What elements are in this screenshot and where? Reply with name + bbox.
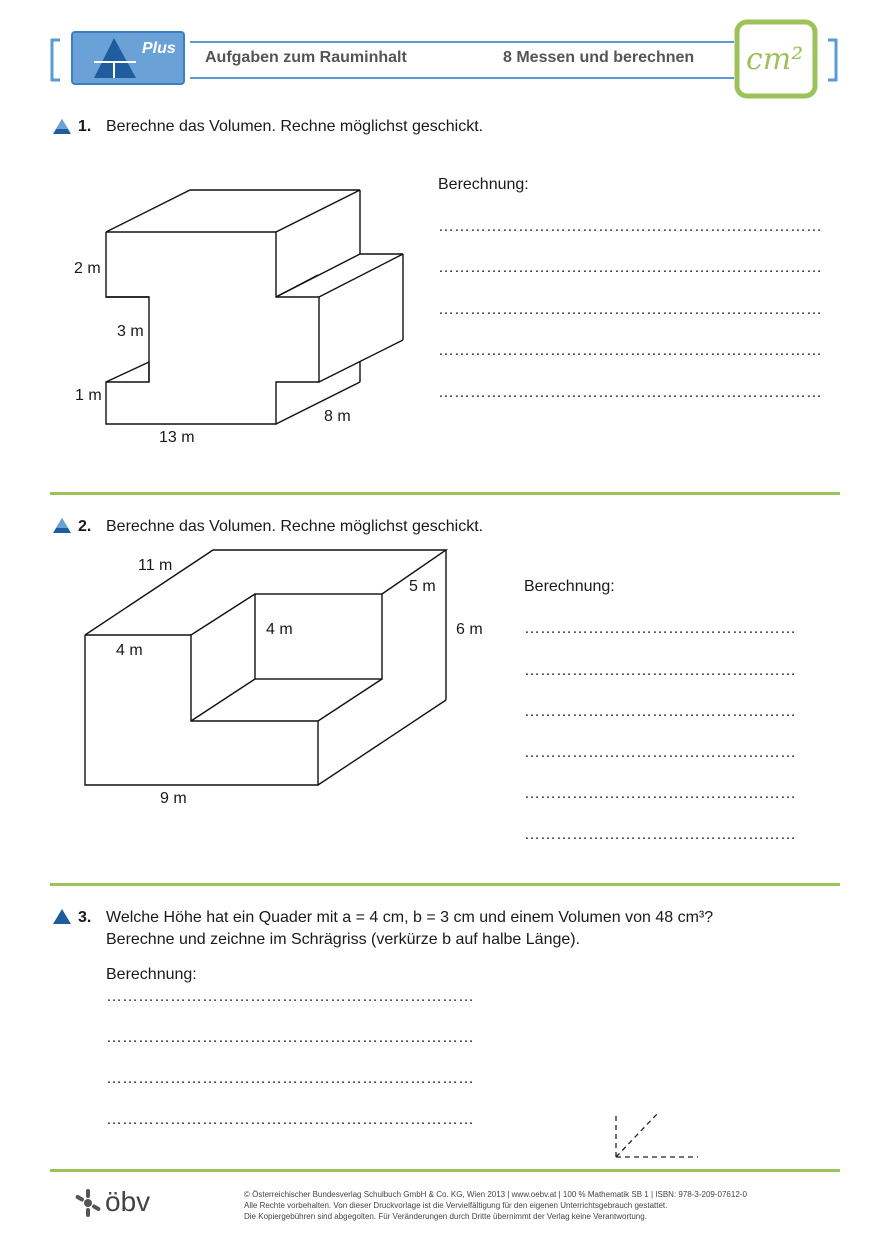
task3-answer-line[interactable]: …………………………………………………………… bbox=[106, 1111, 474, 1128]
task1-number: 1. bbox=[78, 118, 92, 135]
task2-figure bbox=[0, 0, 460, 800]
task2-answer-line[interactable]: …………………………………………… bbox=[524, 703, 796, 720]
task2-dim-left: 4 m bbox=[116, 642, 143, 659]
task1-calc-label: Berechnung: bbox=[438, 176, 529, 193]
footer-disclaimer: Die Kopiergebühren sind abgegolten. Für Veränderungen durch Dritte übernimmt der Verlag keine Verantwortung. bbox=[244, 1212, 647, 1221]
footer-rights: Alle Rechte vorbehalten. Von dieser Druckvorlage ist die Vervielfältigung für den eigenen Unterrichtsgebrauch gestattet. bbox=[244, 1201, 668, 1210]
task1-dim-h-bot: 1 m bbox=[75, 387, 102, 404]
task1-answer-line[interactable]: ……………………………………………………………… bbox=[438, 259, 822, 276]
task2-answer-line[interactable]: …………………………………………… bbox=[524, 744, 796, 761]
task1-answer-line[interactable]: ……………………………………………………………… bbox=[438, 301, 822, 318]
task3-answer-line[interactable]: …………………………………………………………… bbox=[106, 1029, 474, 1046]
chapter-title: 8 Messen und berechnen bbox=[503, 49, 695, 66]
task2-dim-inner: 4 m bbox=[266, 621, 293, 638]
task3-text-line1: Welche Höhe hat ein Quader mit a = 4 cm, b = 3 cm und einem Volumen von 48 cm³? bbox=[106, 909, 714, 926]
section-divider bbox=[50, 883, 840, 886]
section-divider bbox=[50, 1169, 840, 1172]
task2-number: 2. bbox=[78, 518, 92, 535]
task3-answer-line[interactable]: …………………………………………………………… bbox=[106, 988, 474, 1005]
task3-text-line2: Berechne und zeichne im Schrägriss (verkürze b auf halbe Länge). bbox=[106, 931, 581, 948]
unit-badge: cm² bbox=[746, 42, 804, 77]
task2-calc-label: Berechnung: bbox=[524, 578, 615, 595]
task2-dim-depth: 5 m bbox=[409, 578, 436, 595]
task3-number: 3. bbox=[78, 909, 92, 926]
task1-dim-h-mid: 3 m bbox=[117, 323, 144, 340]
task2-dim-height: 6 m bbox=[456, 621, 483, 638]
task2-text: Berechne das Volumen. Rechne möglichst geschickt. bbox=[106, 518, 484, 535]
task3-calc-label: Berechnung: bbox=[106, 966, 197, 983]
logo-label: Plus bbox=[142, 40, 176, 57]
footer-copyright: © Österreichischer Bundesverlag Schulbuch GmbH & Co. KG, Wien 2013 | www.oebv.at | 100 % Mathematik SB 1 | ISBN: 978-3-209-07612-0 bbox=[244, 1190, 747, 1199]
task2-answer-line[interactable]: …………………………………………… bbox=[524, 662, 796, 679]
task1-answer-line[interactable]: ……………………………………………………………… bbox=[438, 384, 822, 401]
task1-dim-depth: 8 m bbox=[324, 408, 351, 425]
publisher-logo: öbv bbox=[105, 1186, 151, 1217]
task3-answer-line[interactable]: …………………………………………………………… bbox=[106, 1070, 474, 1087]
page-title: Aufgaben zum Rauminhalt bbox=[205, 49, 407, 66]
task2-answer-line[interactable]: …………………………………………… bbox=[524, 826, 796, 843]
task1-text: Berechne das Volumen. Rechne möglichst geschickt. bbox=[106, 118, 484, 135]
task2-answer-line[interactable]: …………………………………………… bbox=[524, 620, 796, 637]
task2-answer-line[interactable]: …………………………………………… bbox=[524, 785, 796, 802]
task2-dim-top: 11 m bbox=[138, 557, 173, 574]
task1-dim-h-top: 2 m bbox=[74, 260, 101, 277]
oblique-axes-drawing-area[interactable] bbox=[600, 1105, 710, 1165]
task2-dim-bottom: 9 m bbox=[160, 790, 187, 807]
task1-answer-line[interactable]: ……………………………………………………………… bbox=[438, 342, 822, 359]
publisher-logo-mark bbox=[74, 1189, 102, 1217]
task1-dim-length: 13 m bbox=[159, 429, 195, 446]
difficulty-icon bbox=[52, 908, 72, 926]
task1-answer-line[interactable]: ……………………………………………………………… bbox=[438, 218, 822, 235]
